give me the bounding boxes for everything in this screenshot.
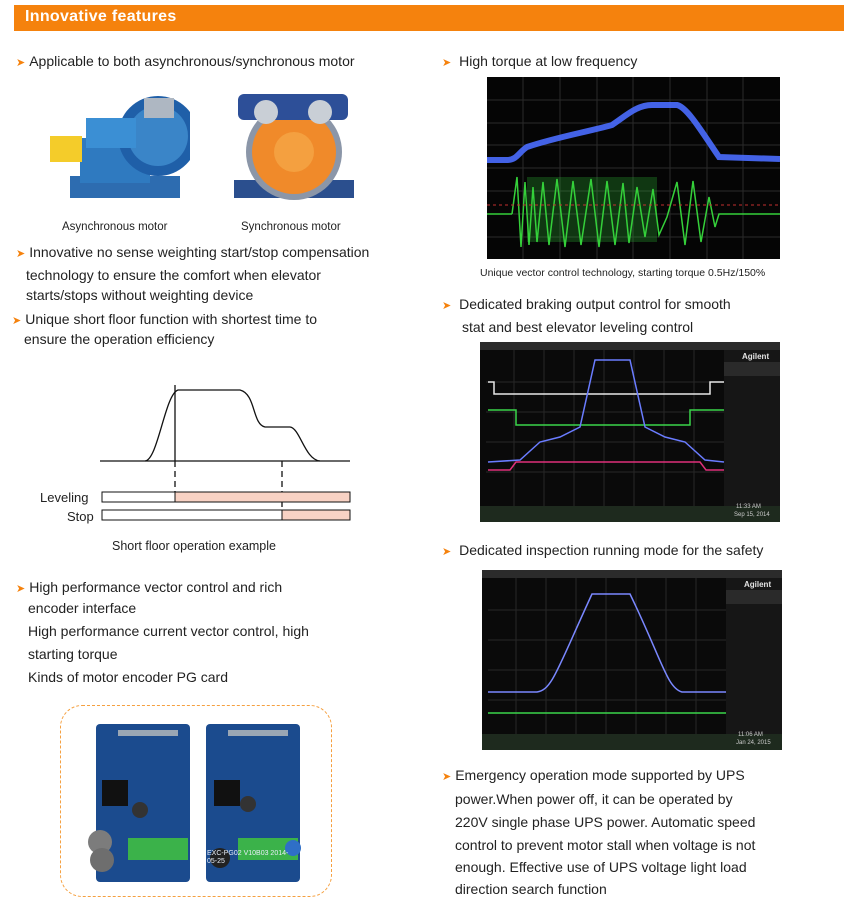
scope2-image	[480, 342, 780, 522]
arrow-icon: ➤	[442, 546, 452, 558]
feature-torque	[442, 50, 637, 74]
sync-motor-caption: Synchronous motor	[241, 221, 341, 233]
feature-weighting-text: Innovative no sense weighting start/stop compensation	[29, 244, 370, 260]
short-floor-diagram	[100, 360, 355, 525]
feature-ups-6: direction search function	[455, 881, 607, 897]
feature-ups-text: Emergency operation mode supported by UPS	[455, 767, 745, 783]
feature-weighting-1	[16, 241, 369, 265]
scope3-date: Jan 24, 2015	[736, 740, 771, 746]
sync-motor-image	[230, 90, 360, 200]
scope2-time: 11:33 AM	[736, 504, 761, 510]
scope3-time: 11:06 AM	[738, 732, 763, 738]
feature-vector-text: High performance vector control and rich	[29, 579, 283, 595]
feature-short-floor-text: Unique short floor function with shortest time to	[25, 311, 318, 327]
feature-vector-4: starting torque	[28, 646, 118, 662]
feature-ups-3: 220V single phase UPS power. Automatic speed	[455, 814, 756, 830]
feature-motor-text: Applicable to both asynchronous/synchronous motor	[29, 53, 355, 69]
arrow-icon: ➤	[16, 57, 26, 69]
scope2-date: Sep 15, 2014	[734, 512, 770, 518]
pg-card-label: EXC-PG02 V10B03 2014-05-25	[207, 850, 289, 865]
feature-ups-4: control to prevent motor stall when voltage is not	[455, 837, 756, 853]
leveling-label: Leveling	[40, 490, 89, 505]
feature-braking-2: stat and best elevator leveling control	[462, 319, 694, 335]
feature-short-floor-2: ensure the operation efficiency	[24, 331, 215, 347]
scope2-brand: Agilent	[742, 352, 770, 361]
stop-label: Stop	[67, 509, 94, 524]
async-motor-image	[50, 88, 190, 206]
async-motor-caption: Asynchronous motor	[62, 221, 168, 233]
arrow-icon: ➤	[442, 300, 452, 312]
section-title: Innovative features	[25, 8, 177, 25]
arrow-icon: ➤	[16, 583, 26, 595]
arrow-icon: ➤	[12, 315, 22, 327]
feature-inspection-text: Dedicated inspection running mode for the safety	[459, 542, 764, 558]
arrow-icon: ➤	[442, 57, 452, 69]
arrow-icon: ➤	[442, 771, 452, 783]
diagram-caption: Short floor operation example	[112, 539, 276, 553]
feature-vector-5: Kinds of motor encoder PG card	[28, 669, 228, 685]
feature-motor	[16, 50, 355, 74]
feature-torque-text: High torque at low frequency	[459, 53, 638, 69]
feature-ups-1	[442, 764, 745, 788]
feature-vector-3: High performance current vector control, high	[28, 623, 309, 639]
arrow-icon: ➤	[16, 248, 26, 260]
scope1-caption: Unique vector control technology, starting torque 0.5Hz/150%	[480, 267, 766, 279]
scope1-image	[487, 77, 780, 259]
scope3-brand: Agilent	[744, 580, 772, 589]
section-header	[14, 5, 844, 31]
feature-vector-2: encoder interface	[28, 600, 137, 616]
feature-braking-1	[442, 293, 731, 317]
scope3-image	[482, 570, 782, 750]
feature-weighting-2: technology to ensure the comfort when elevator	[26, 267, 321, 283]
feature-ups-2: power.When power off, it can be operated by	[455, 791, 733, 807]
feature-inspection	[442, 539, 763, 563]
feature-weighting-3: starts/stops without weighting device	[26, 287, 254, 303]
feature-ups-5: enough. Effective use of UPS voltage light load	[455, 859, 747, 875]
feature-braking-text: Dedicated braking output control for smooth	[459, 296, 731, 312]
